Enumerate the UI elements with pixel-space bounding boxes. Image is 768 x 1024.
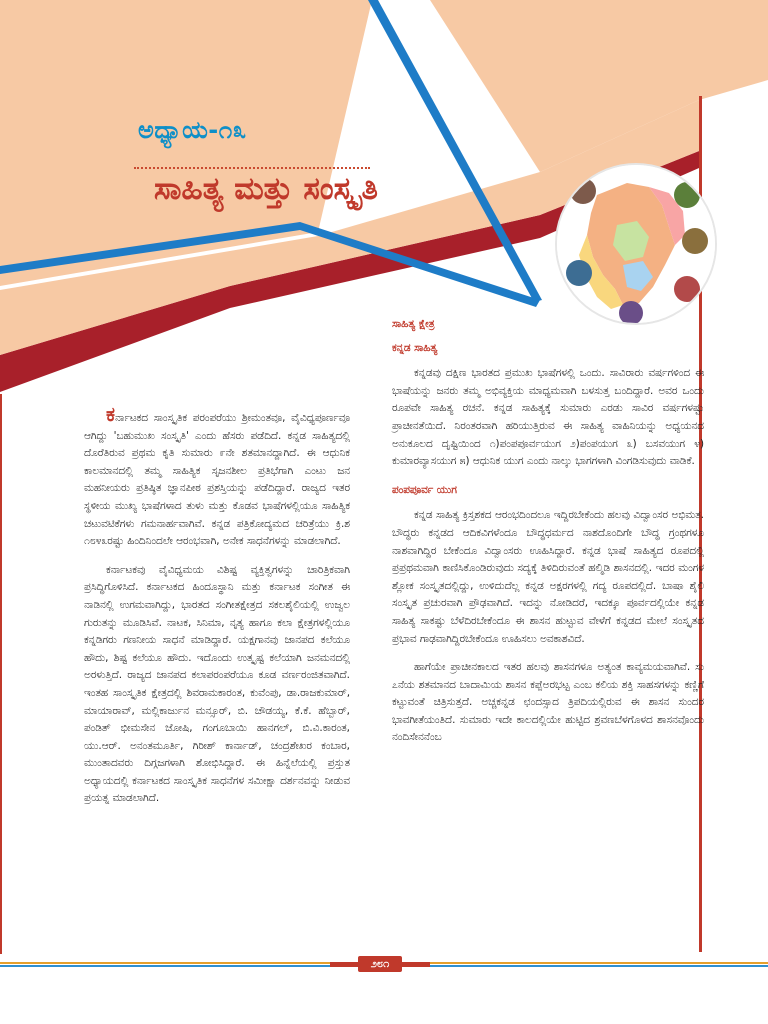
intro-paragraph-text: ರ್ನಾಟಕದ ಸಾಂಸ್ಕೃತಿಕ ಪರಂಪರೆಯು ಶ್ರೀಮಂತವೂ, ವೈವಿಧ್ಯಪೂರ್ಣವೂ ಆಗಿದ್ದು 'ಬಹುಮುಖ ಸಂಸ್ಕೃತಿ' ಎಂದು ಹೆಸರು ಪಡೆದಿದೆ. ಕನ್ನಡ ಸಾಹಿತ್ಯದಲ್ಲಿ ದೊರೆತಿರುವ ಪ್ರಥಮ ಕೃತಿ ಸುಮಾರು ೯ನೇ ಶತಮಾನದ್ದಾಗಿದೆ. ಈ ಆಧುನಿಕ ಕಾಲಮಾನದಲ್ಲಿ ತಮ್ಮ ಸಾಹಿತ್ಯಿಕ ಸೃಜನಶೀಲ ಪ್ರತಿಭೆಗಾಗಿ ಎಂಟು ಜನ ಮಹನೀಯರು ಪ್ರತಿಷ್ಠಿತ ಜ್ಞಾನಪೀಠ ಪ್ರಶಸ್ತಿಯನ್ನು ಪಡೆದಿದ್ದಾರೆ. ರಾಜ್ಯದ ಇತರ ಸ್ಥಳೀಯ ಮುಖ್ಯ ಭಾಷೆಗಳಾದ ತುಳು ಮತ್ತು ಕೊಡವ ಭಾಷೆಗಳಲ್ಲಿಯೂ ಸಾಹಿತ್ಯಿಕ ಚಟುವಟಿಕೆಗಳು ಗಮನಾರ್ಹವಾಗಿವೆ. ಕನ್ನಡ ಪತ್ರಿಕೋದ್ಯಮದ ಚರಿತ್ರೆಯು ಕ್ರಿ.ಶ ೧೮೪೩ರಷ್ಟು ಹಿಂದಿನಿಂದಲೇ ಆರಂಭವಾಗಿ, ಅನೇಕ ಸಾಧನೆಗಳನ್ನು ಮಾಡಲಾಗಿದೆ.: [84, 412, 350, 548]
intro-paragraph: [84, 402, 350, 551]
culture-paragraph: ಕರ್ನಾಟಕವು ವೈವಿಧ್ಯಮಯ ವಿಶಿಷ್ಟ ವ್ಯಕ್ತಿತ್ವಗಳನ್ನು ಚಾರಿತ್ರಿಕವಾಗಿ ಪ್ರಸಿದ್ಧಿಗೊಳಿಸಿದೆ. ಕರ್ನಾಟಕದ ಹಿಂದೂಸ್ಥಾನಿ ಮತ್ತು ಕರ್ನಾಟಕ ಸಂಗೀತ ಈ ನಾಡಿನಲ್ಲಿ ಉಗಮವಾಗಿದ್ದು, ಭಾರತದ ಸಂಗೀತಕ್ಷೇತ್ರದ ಸಕಲಶೈಲಿಯಲ್ಲಿ ಉಜ್ವಲ ಗುರುತನ್ನು ಮೂಡಿಸಿವೆ. ನಾಟಕ, ಸಿನಿಮಾ, ನೃತ್ಯ ಹಾಗೂ ಕಲಾ ಕ್ಷೇತ್ರಗಳಲ್ಲಿಯೂ ಕನ್ನಡಿಗರು ಗಣನೀಯ ಸಾಧನೆ ಮಾಡಿದ್ದಾರೆ. ಯಕ್ಷಗಾನವು ಜಾನಪದ ಕಲೆಯೂ ಹೌದು, ಶಿಷ್ಟ ಕಲೆಯೂ ಹೌದು. ಇದೊಂದು ಉತ್ಕೃಷ್ಟ ಕಲೆಯಾಗಿ ಜನಮನದಲ್ಲಿ ಅರಳುತ್ತಿದೆ. ರಾಜ್ಯದ ಜಾನಪದ ಕಲಾಪರಂಪರೆಯೂ ಕೂಡ ವರ್ಣರಂಜಿತವಾಗಿದೆ. ಇಂತಹ ಸಾಂಸ್ಕೃತಿಕ ಕ್ಷೇತ್ರದಲ್ಲಿ ಶಿವರಾಮಕಾರಂತ, ಕುವೆಂಪು, ಡಾ.ರಾಜಕುಮಾರ್, ಮಾಯಾರಾವ್, ಮಲ್ಲಿಕಾರ್ಜುನ ಮನ್ಸೂರ್, ಬಿ. ಚೌಡಯ್ಯ, ಕೆ.ಕೆ. ಹೆಬ್ಬಾರ್, ಪಂಡಿತ್ ಭೀಮಸೇನ ಜೋಷಿ, ಗಂಗೂಬಾಯಿ ಹಾನಗಲ್, ಬಿ.ವಿ.ಕಾರಂತ, ಯು.ಆರ್. ಅನಂತಮೂರ್ತಿ, ಗಿರೀಶ್ ಕಾರ್ನಾಡ್, ಚಂದ್ರಶೇಖರ ಕಂಬಾರ, ಮುಂತಾದವರು ದಿಗ್ಗಜಗಳಾಗಿ ಶೋಭಿಸಿದ್ದಾರೆ. ಈ ಹಿನ್ನೆಲೆಯಲ್ಲಿ ಪ್ರಸ್ತುತ ಅಧ್ಯಾಯದಲ್ಲಿ ಕರ್ನಾಟಕದ ಸಾಂಸ್ಕೃತಿಕ ಸಾಧನೆಗಳ ಸಮೀಕ್ಷಾ ದರ್ಶನವನ್ನು ನೀಡುವ ಪ್ರಯತ್ನ ಮಾಡಲಾಗಿದೆ.: [84, 563, 350, 805]
chapter-title: ಸಾಹಿತ್ಯ ಮತ್ತು ಸಂಸ್ಕೃತಿ: [154, 171, 378, 207]
map-illustration: [557, 165, 715, 323]
right-text-column: [392, 316, 704, 758]
kannada-literature-paragraph: ಕನ್ನಡವು ದಕ್ಷಿಣ ಭಾರತದ ಪ್ರಮುಖ ಭಾಷೆಗಳಲ್ಲಿ ಒಂದು. ಸಾವಿರಾರು ವರ್ಷಗಳಿಂದ ಈ ಭಾಷೆಯನ್ನು ಜನರು ತಮ್ಮ ಅಭಿವ್ಯಕ್ತಿಯ ಮಾಧ್ಯಮವಾಗಿ ಬಳಸುತ್ತ ಬಂದಿದ್ದಾರೆ. ಅವರ ಒಂದು ರೂಪವೇ ಸಾಹಿತ್ಯ ರಚನೆ. ಕನ್ನಡ ಸಾಹಿತ್ಯಕ್ಕೆ ಸುಮಾರು ಎರಡು ಸಾವಿರ ವರ್ಷಗಳಷ್ಟು ಪ್ರಾಚೀನತೆಯಿದೆ. ನಿರಂತರವಾಗಿ ಹರಿಯುತ್ತಿರುವ ಈ ಸಾಹಿತ್ಯ ವಾಹಿನಿಯನ್ನು ಅಧ್ಯಯನದ ಅನುಕೂಲದ ದೃಷ್ಟಿಯಿಂದ ೧)ಪಂಪಪೂರ್ವಯುಗ ೨)ಪಂಪಯುಗ ೩) ಬಸವಯುಗ ೪) ಕುಮಾರವ್ಯಾಸಯುಗ ೫) ಆಧುನಿಕ ಯುಗ ಎಂದು ನಾಲ್ಕು ಭಾಗಗಳಾಗಿ ವಿಂಗಡಿಸುವುದು ವಾಡಿಕೆ.: [392, 367, 704, 468]
page-number: ೨೮೧: [358, 956, 402, 972]
pre-pampa-paragraph-1: ಕನ್ನಡ ಸಾಹಿತ್ಯ ಕ್ರಿಸ್ತಶಕದ ಆರಂಭದಿಂದಲೂ ಇದ್ದಿರಬೇಕೆಂದು ಹಲವು ವಿದ್ವಾಂಸರ ಅಭಿಮತ. ಬೌದ್ಧರು ಕನ್ನಡದ ಆದಿಕವಿಗಳೆಂದೂ ಬೌದ್ಧಧರ್ಮದ ನಾಶದೊಂದಿಗೇ ಬೌದ್ಧ ಗ್ರಂಥಗಳೂ ನಾಶವಾಗಿದ್ದಿರ ಬೇಕೆಂದೂ ವಿದ್ವಾಂಸರು ಊಹಿಸಿದ್ದಾರೆ. ಕನ್ನಡ ಭಾಷೆ ಸಾಹಿತ್ಯದ ರೂಪದಲ್ಲಿ ಪ್ರಪ್ರಥಮವಾಗಿ ಕಾಣಿಸಿಕೊಂಡಿರುವುದು ಸದ್ಯಕ್ಕೆ ತಿಳಿದಿರುವಂತೆ ಹಲ್ಮಿಡಿ ಶಾಸನದಲ್ಲಿ. ಇದರ ಮಂಗಳ ಶ್ಲೋಕ ಸಂಸ್ಕೃತದಲ್ಲಿದ್ದು, ಉಳಿದುದೆಲ್ಲ ಕನ್ನಡ ಅಕ್ಷರಗಳಲ್ಲಿ ಗದ್ಯ ರೂಪದಲ್ಲಿದೆ. ಬಾಷಾ ಶೈಲಿ ಸಂಸ್ಕೃತ ಪ್ರಚುರವಾಗಿ ಪ್ರೌಢವಾಗಿದೆ. ಇದನ್ನು ನೋಡಿದರೆ, ಇದಕ್ಕೂ ಪೂರ್ವದಲ್ಲಿಯೇ ಕನ್ನಡ ಸಾಹಿತ್ಯ ಸಾಕಷ್ಟು ಬೆಳೆದಿರಬೇಕೆಂದೂ ಈ ಶಾಸನ ಹುಟ್ಟುವ ವೇಳೆಗೆ ಕನ್ನಡದ ಮೇಲೆ ಸಂಸ್ಕೃತದ ಪ್ರಭಾವ ಗಾಢವಾಗಿದ್ದಿರಬೇಕೆಂದೂ ಊಹಿಸಲು ಅವಕಾಶವಿದೆ.: [392, 509, 704, 645]
karnataka-map-icon: [555, 163, 717, 325]
left-text-column: [84, 402, 350, 819]
subheading-pre-pampa-era: ಪಂಪಪೂರ್ವ ಯುಗ: [392, 483, 457, 496]
pre-pampa-paragraph-2: ಹಾಗೆಯೇ ಪ್ರಾಚೀನಕಾಲದ ಇತರ ಹಲವು ಶಾಸನಗಳೂ ಅತ್ಯಂತ ಕಾವ್ಯಮಯವಾಗಿವೆ. ಸು ೭ನೆಯ ಶತಮಾನದ ಬಾದಾಮಿಯ ಶಾಸನ ಕಪ್ಪೆಅರಭಟ್ಟ ಎಂಬ ಕಲಿಯ ಶಕ್ತಿ ಸಾಹಸಗಳನ್ನು ಕಣ್ಣಿಗೆ ಕಟ್ಟುವಂತೆ ಚಿತ್ರಿಸುತ್ತದೆ. ಅಚ್ಚಕನ್ನಡ ಛಂದಸ್ಸಾದ ತ್ರಿಪದಿಯಲ್ಲಿರುವ ಈ ಶಾಸನ ಸುಂದರ ಭಾವಗೀತೆಯಂತಿದೆ. ಸುಮಾರು ಇದೇ ಕಾಲದಲ್ಲಿಯೇ ಹುಟ್ಟಿದ ಶ್ರವಣಬೆಳಗೊಳದ ಶಾಸನವೊಂದು ನಂದಿಸೇನನೆಂಬ: [392, 661, 704, 744]
title-dotted-rule: [134, 167, 370, 169]
subheading-kannada-literature: ಕನ್ನಡ ಸಾಹಿತ್ಯ: [392, 341, 438, 354]
drop-cap: ಕ: [106, 402, 115, 426]
chapter-label: ಅಧ್ಯಾಯ-೧೩: [138, 116, 247, 144]
body-top-rule: [0, 394, 2, 954]
section-heading-literature-field: ಸಾಹಿತ್ಯ ಕ್ಷೇತ್ರ: [392, 318, 435, 330]
